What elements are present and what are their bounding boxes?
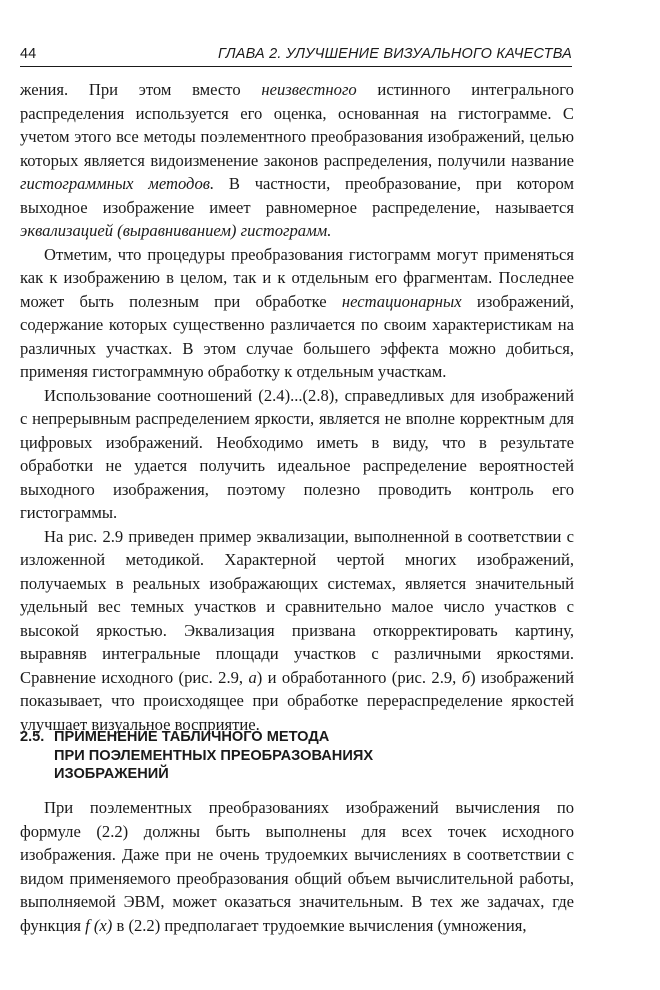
body-text bbox=[20, 78, 574, 736]
section-body-text bbox=[20, 796, 574, 937]
paragraph-1: жения. При этом вместо неизвестного истинного интегрального распределения используется его оценка, основанная на гистограмме. С учетом этого все методы поэлементного преобразования изображений, целью которых является видоизменение законов распределения, получили название гистограммных методов. В частности, преобразование, при котором выходное изображение имеет равномерное распределение, называется эквализацией (выравниванием) гистограмм. bbox=[20, 80, 574, 240]
page-number: 44 bbox=[20, 46, 37, 62]
emphasis: гистограммных методов. bbox=[20, 174, 215, 193]
formula-fx: f (x) bbox=[85, 915, 113, 935]
section-title-line: ПРИМЕНЕНИЕ ТАБЛИЧНОГО МЕТОДА bbox=[54, 729, 330, 745]
section-heading bbox=[20, 728, 574, 784]
emphasis: эквализацией (выравниванием) гистограмм. bbox=[20, 221, 332, 240]
paragraph-3: Использование соотношений (2.4)...(2.8), справедливых для изображений с непрерывным распределением яркости, является не вполне корректным для цифровых изображений. Необходимо иметь в виду, что в результате обработки не удается получить идеальное распределение вероятностей выходного изображения, поэтому полезно проводить контроль его гистограммы. bbox=[20, 385, 574, 522]
emphasis: б bbox=[461, 667, 471, 687]
paragraph-4: На рис. 2.9 приведен пример эквализации, выполненной в соответствии с изложенной методикой. Характерной чертой многих изображений, получаемых в реальных изображающих системах, является значительный удельный вес темных участков и сравнительно малое число участков с высокой яркостью. Эквализация призвана откорректировать картину, выравняв интегральные площади участков с различными яркостями. Сравнение исходного (рис. 2.9, а) и обработанного (рис. 2.9, б) изображений показывает, что происходящее при обработке перераспределение яркостей улучшает визуальное восприятие. bbox=[20, 526, 574, 734]
section-title-line: ПРИ ПОЭЛЕМЕНТНЫХ ПРЕОБРАЗОВАНИЯХ bbox=[54, 747, 374, 764]
emphasis: нестационарных bbox=[341, 291, 462, 311]
paragraph-5: При поэлементных преобразованиях изображений вычисления по формуле (2.2) должны быть выполнены для всех точек исходного изображения. Даже при не очень трудоемких вычислениях в соответствии с видом применяемого преобразования общий объем вычислительной работы, выполняемой ЭВМ, может оказаться значительным. В тех же задачах, где функция f (x) в (2.2) предполагает трудоемкие вычисления (умножения, bbox=[20, 798, 574, 935]
chapter-title: ГЛАВА 2. УЛУЧШЕНИЕ ВИЗУАЛЬНОГО КАЧЕСТВА bbox=[218, 46, 572, 62]
running-header bbox=[20, 44, 572, 67]
section-number: 2.5. bbox=[20, 729, 45, 745]
section-title bbox=[54, 728, 574, 784]
emphasis: неизвестного bbox=[261, 80, 357, 99]
section-title-line: ИЗОБРАЖЕНИЙ bbox=[54, 766, 169, 782]
emphasis: а bbox=[248, 667, 257, 687]
paragraph-2: Отметим, что процедуры преобразования гистограмм могут применяться как к изображению в целом, так и к отдельным его фрагментам. Последнее может быть полезным при обработке нестационарных изображений, содержание которых существенно различается по своим характеристикам на различных участках. В этом случае большего эффекта можно добиться, применяя гистограммную обработку к отдельным участкам. bbox=[20, 244, 574, 381]
